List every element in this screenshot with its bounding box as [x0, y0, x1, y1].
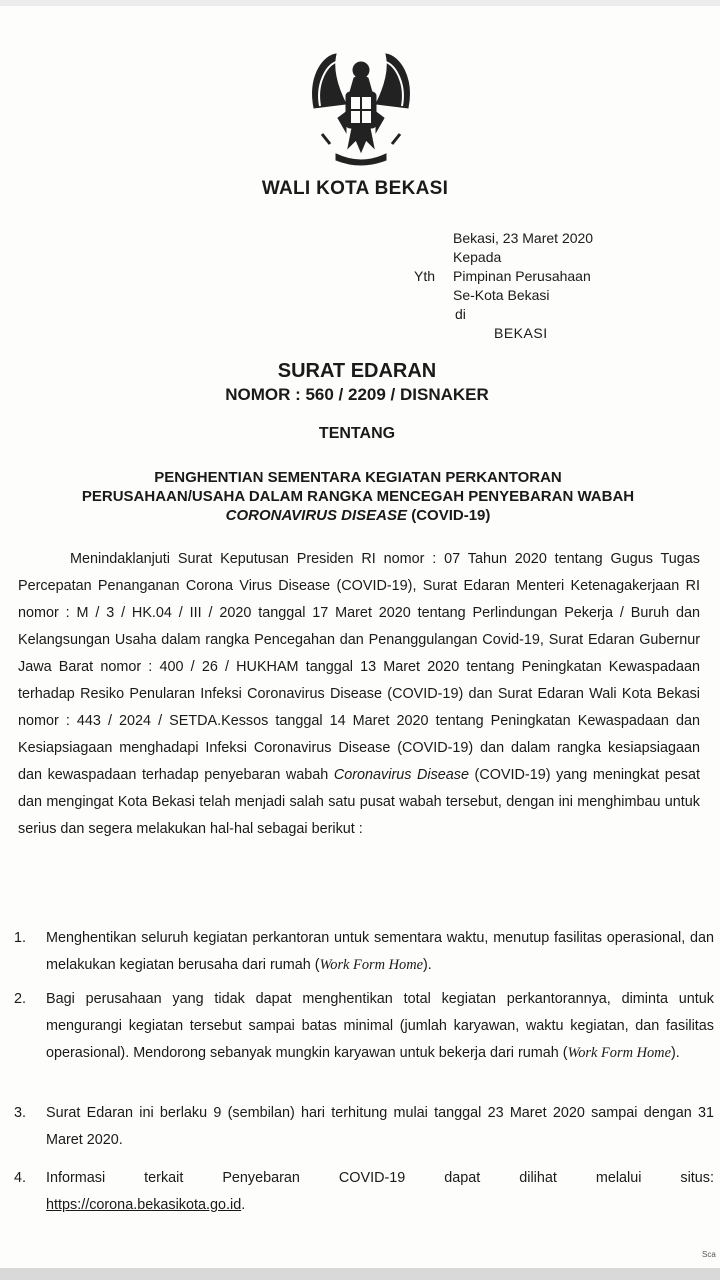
subject-italic: CORONAVIRUS DISEASE	[225, 507, 408, 524]
list-item-body: Informasi terkait Penyebaran COVID-19 dapat dilihat melalui situs:	[46, 1170, 714, 1186]
paragraph-part-b: (COVID-19) yang meningkat pesat dan mengingat Kota Bekasi telah menjadi salah satu pusat wabah tersebut, dengan ini menghimbau untuk serius dan segera melakukan hal-hal sebagai berikut :	[18, 767, 700, 837]
list-item-italic: Work Form Home	[567, 1045, 671, 1061]
recipient-line-2: Se-Kota Bekasi	[453, 287, 550, 303]
list-item-body: Menghentikan seluruh kegiatan perkantoran untuk sementara waktu, menutup fasilitas operasional, dan melakukan kegiatan berusaha dari rumah (	[46, 930, 714, 973]
list-item-after: ).	[422, 957, 432, 973]
list-item-text	[46, 1165, 714, 1219]
address-yth-label: Yth	[414, 268, 436, 284]
letter-date: Bekasi, 23 Maret 2020	[453, 230, 594, 246]
body-paragraph	[18, 546, 700, 843]
subject-rest: (COVID-19)	[407, 507, 491, 524]
office-heading: WALI KOTA BEKASI	[261, 178, 449, 199]
letter-about-label: TENTANG	[318, 425, 396, 442]
list-item-text: Surat Edaran ini berlaku 9 (sembilan) hari terhitung mulai tanggal 23 Maret 2020 sampai dengan 31 Maret 2020.	[46, 1105, 714, 1148]
list-item-italic: Work Form Home	[319, 957, 423, 973]
list-item-body: Bagi perusahaan yang tidak dapat menghentikan total kegiatan perkantorannya, diminta untuk mengurangi kegiatan tersebut sampai batas minimal (jumlah karyawan, waktu kegiatan, dan fasilitas operasional). Mendorong sebanyak mungkin karyawan untuk bekerja dari rumah (	[46, 991, 714, 1061]
list-item-number: 2.	[14, 991, 27, 1007]
website-link[interactable]: https://corona.bekasikota.go.id	[46, 1197, 242, 1213]
garuda-emblem-icon	[302, 48, 420, 170]
address-city: BEKASI	[494, 325, 548, 341]
paragraph-italic: Coronavirus Disease	[333, 767, 469, 783]
list-item-after: ).	[670, 1045, 680, 1061]
address-to-label: Kepada	[453, 249, 502, 265]
subject-line-2: PERUSAHAAN/USAHA DALAM RANGKA MENCEGAH PENYEBARAN WABAH	[81, 488, 635, 505]
subject-line-1: PENGHENTIAN SEMENTARA KEGIATAN PERKANTORAN	[154, 469, 562, 486]
scan-watermark: Sca	[702, 1250, 716, 1259]
page-bottom-edge	[0, 1268, 720, 1280]
list-item-text	[46, 925, 714, 979]
recipient-line-1: Pimpinan Perusahaan	[453, 268, 591, 284]
list-item-number: 1.	[14, 930, 27, 946]
address-di-label: di	[455, 306, 466, 322]
list-item-after: .	[241, 1197, 246, 1213]
letter-number: NOMOR : 560 / 2209 / DISNAKER	[225, 385, 489, 404]
list-item-number: 4.	[14, 1170, 27, 1186]
letter-subject	[0, 468, 716, 525]
letter-title: SURAT EDARAN	[277, 360, 437, 382]
list-item-text	[46, 986, 714, 1067]
list-item-number: 3.	[14, 1105, 27, 1121]
subject-line-3	[0, 506, 716, 525]
paragraph-part-a: Menindaklanjuti Surat Keputusan Presiden RI nomor : 07 Tahun 2020 tentang Gugus Tugas Percepatan Penanganan Corona Virus Disease (COVID-19), Surat Edaran Menteri Ketenagakerjaan RI nomor : M / 3 / HK.04 / III / 2020 tanggal 17 Maret 2020 tentang Perlindungan Pekerja / Buruh dan Kelangsungan Usaha dalam rangka Pencegahan dan Penanggulangan Covid-19, Surat Edaran Gubernur Jawa Barat nomor : 400 / 26 / HUKHAM tanggal 13 Maret 2020 tentang Peningkatan Kewaspadaan terhadap Resiko Penularan Infeksi Coronavirus Disease (COVID-19) dan Surat Edaran Wali Kota Bekasi nomor : 443 / 2024 / SETDA.Kessos tanggal 14 Maret 2020 tentang Peningkatan Kewaspadaan dan Kesiapsiagaan menghadapi Infeksi Coronavirus Disease (COVID-19) dan dalam rangka kesiapsiagaan dan kewaspadaan terhadap penyebaran wabah	[18, 551, 700, 783]
page-top-edge	[0, 0, 720, 6]
